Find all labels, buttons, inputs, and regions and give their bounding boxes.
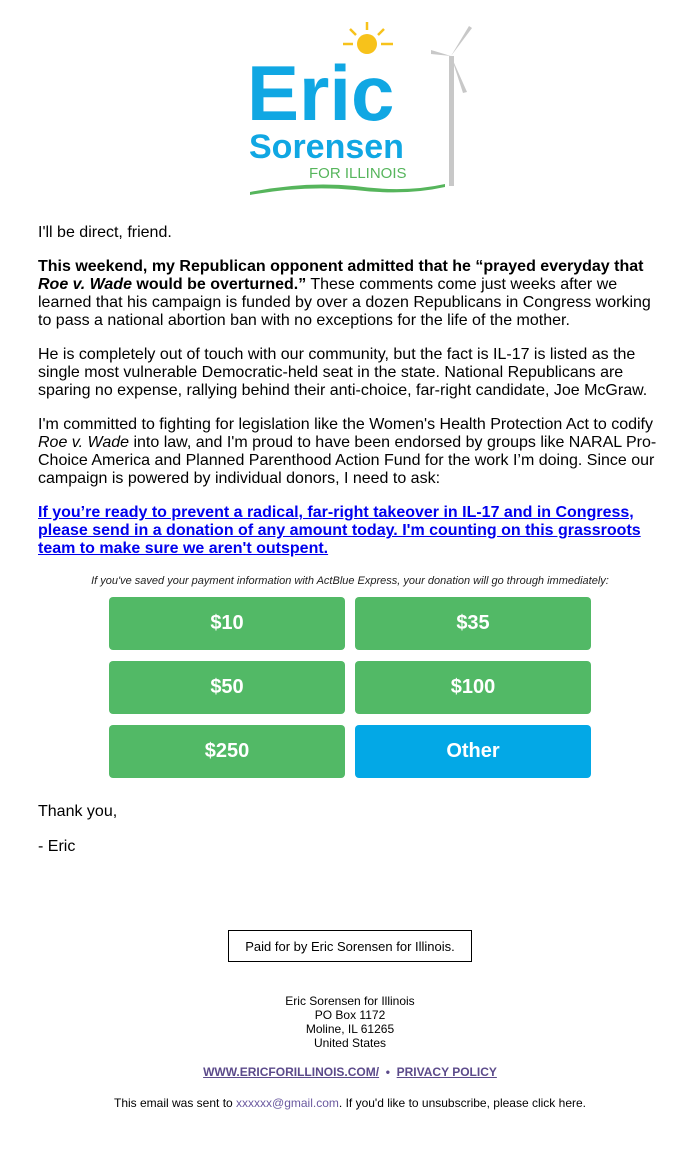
- address-line: United States: [313, 1036, 387, 1050]
- paragraph-commitment: I'm committed to fighting for legislation like the Women's Health Protection Act to codify Roe v. Wade into law, and I'm proud to have been endorsed by groups like NARAL Pro-Choice America and Planned Parenthood Action Fund for the work I’m doing. Since our campaign is powered by individual donors, I need to ask:: [38, 416, 657, 487]
- paragraph-opponent: This weekend, my Republican opponent admitted that he “prayed everyday that Roe v. Wade would be overturned.” These comments come just weeks after we learned that his campaign is funded by over a dozen Republicans in Congress working to pass a national abortion ban with no exceptions for the life of the mother.: [38, 258, 651, 329]
- address-line: Eric Sorensen for Illinois: [285, 994, 415, 1008]
- address-line: Moline, IL 61265: [305, 1022, 395, 1036]
- separator: •: [385, 1065, 390, 1079]
- svg-text:Sorensen: Sorensen: [249, 128, 404, 166]
- recipient-email: xxxxxx@gmail.com: [236, 1096, 339, 1110]
- unsubscribe-link[interactable]: . If you'd like to unsubscribe, please click here.: [338, 1096, 586, 1110]
- sign-off-thanks: Thank you,: [38, 803, 118, 820]
- privacy-policy-link[interactable]: PRIVACY POLICY: [396, 1065, 497, 1079]
- donation-button-grid: [109, 597, 591, 778]
- footer-links: [0, 1065, 700, 1079]
- campaign-logo: [245, 22, 475, 197]
- donate-10-button[interactable]: $10: [109, 597, 345, 650]
- actblue-express-note: If you've saved your payment information with ActBlue Express, your donation will go through immediately:: [91, 575, 609, 587]
- website-link[interactable]: WWW.ERICFORILLINOIS.COM/: [203, 1065, 380, 1079]
- mailing-address: [0, 994, 700, 1050]
- svg-text:FOR ILLINOIS: FOR ILLINOIS: [309, 165, 407, 182]
- paragraph-district: He is completely out of touch with our community, but the fact is IL-17 is listed as the single most vulnerable Democratic-held seat in the state. National Republicans are sparing no expense, rallying behind their anti-choice, far-right candidate, Joe McGraw.: [38, 346, 648, 399]
- donate-other-button[interactable]: Other: [355, 725, 591, 778]
- wind-turbine-icon: [431, 26, 472, 186]
- greeting: I'll be direct, friend.: [38, 224, 172, 241]
- donate-250-button[interactable]: $250: [109, 725, 345, 778]
- email-body: [38, 224, 662, 558]
- donate-100-button[interactable]: $100: [355, 661, 591, 714]
- svg-text:Eric: Eric: [247, 49, 395, 137]
- donate-50-button[interactable]: $50: [109, 661, 345, 714]
- sign-off-name: - Eric: [38, 838, 76, 855]
- address-line: PO Box 1172: [314, 1008, 386, 1022]
- donate-35-button[interactable]: $35: [355, 597, 591, 650]
- unsubscribe-notice: This email was sent to xxxxxx@gmail.com. If you'd like to unsubscribe, please click here.: [113, 1096, 586, 1110]
- donate-cta-link[interactable]: If you’re ready to prevent a radical, far-right takeover in IL-17 and in Congress, please send in a donation of any amount today. I'm counting on this grassroots team to make sure we aren't outspent.: [38, 504, 641, 557]
- paid-for-disclaimer: Paid for by Eric Sorensen for Illinois.: [228, 930, 472, 962]
